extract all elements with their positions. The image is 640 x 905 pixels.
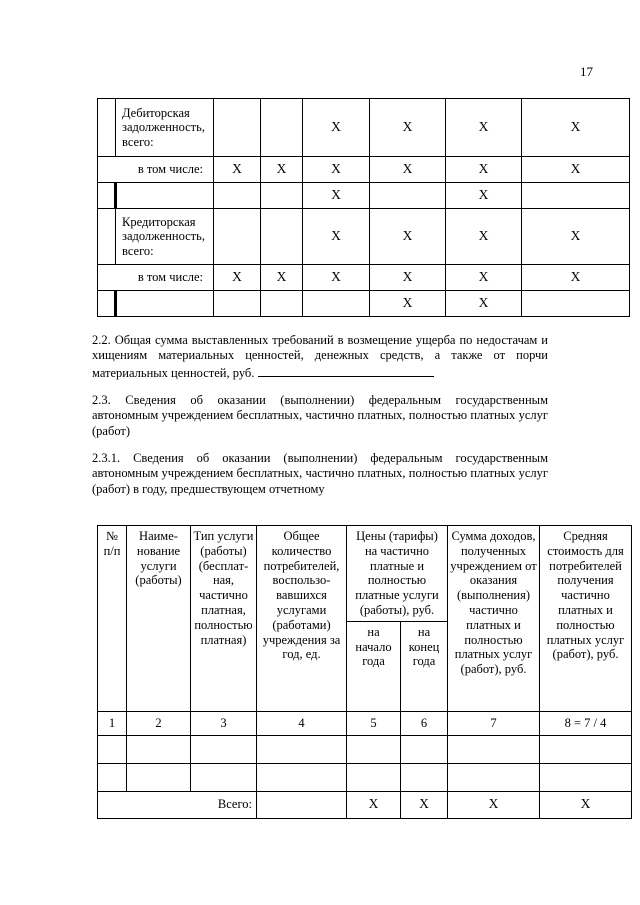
services-table [97, 525, 632, 819]
column-number: 1 [98, 711, 127, 735]
section-2-2 [92, 333, 548, 381]
table-cell: X [303, 157, 370, 183]
column-number: 7 [448, 711, 540, 735]
table-cell [540, 763, 632, 791]
table-cell: X [303, 99, 370, 157]
table-cell [191, 735, 257, 763]
blank-cell [98, 291, 116, 317]
table-cell [127, 763, 191, 791]
table-cell [214, 209, 261, 265]
header-avg-cost: Средняя стоимость для потребителей получения частично платных и полностью платных услуг (работ), руб. [540, 526, 632, 712]
header-service-type: Тип услуги (работы) (бесплат-ная, частично платная, полностью платная) [191, 526, 257, 712]
blank-cell [98, 209, 116, 265]
blank-cell [98, 183, 116, 209]
table-cell [261, 291, 303, 317]
table-row [98, 735, 632, 763]
table-cell: X [370, 157, 446, 183]
row-label [116, 291, 214, 317]
column-number: 8 = 7 / 4 [540, 711, 632, 735]
table-cell: X [303, 209, 370, 265]
table-cell: X [522, 209, 630, 265]
section-2-2-text: 2.2. Общая сумма выставленных требований в возмещение ущерба по недостачам и хищениям материальных ценностей, денежных средств, а также от порчи материальных ценностей, руб. [92, 333, 548, 380]
header-row [98, 526, 632, 622]
header-service-name: Наиме-нование услуги (работы) [127, 526, 191, 712]
table-cell: X [370, 99, 446, 157]
total-row [98, 791, 632, 818]
header-income: Сумма доходов, полученных учреждением от оказания (выполнения) частично платных и полностью платных услуг (работ), руб. [448, 526, 540, 712]
table-cell [127, 735, 191, 763]
table-cell: X [261, 265, 303, 291]
table-cell [261, 99, 303, 157]
row-label: Кредиторская задолженность, всего: [116, 209, 214, 265]
table-row [98, 763, 632, 791]
table-cell: X [446, 291, 522, 317]
table-cell [261, 183, 303, 209]
table-row [98, 209, 630, 265]
page-number: 17 [580, 64, 593, 79]
column-number: 2 [127, 711, 191, 735]
row-label: в том числе: [98, 157, 214, 183]
section-2-3-text: 2.3. Сведения об оказании (выполнении) федеральным государственным автономным учреждением бесплатных, частично платных, полностью платных услуг (работ) [92, 393, 548, 438]
table-cell: X [522, 157, 630, 183]
table-cell [191, 763, 257, 791]
table-cell: X [370, 265, 446, 291]
table-cell: X [446, 265, 522, 291]
table-cell [401, 735, 448, 763]
table-cell: X [522, 265, 630, 291]
table-cell [522, 291, 630, 317]
table-cell: X [303, 265, 370, 291]
table-cell: X [540, 791, 632, 818]
header-price-start: на начало года [347, 621, 401, 711]
row-label [116, 183, 214, 209]
header-consumers: Общее количество потребителей, воспользо-вавшихся услугами (работами) учреждения за год, ед. [257, 526, 347, 712]
table-cell: X [370, 291, 446, 317]
table-cell [261, 209, 303, 265]
table-cell [303, 291, 370, 317]
table-cell: X [446, 157, 522, 183]
table-cell [257, 763, 347, 791]
table-cell: X [214, 265, 261, 291]
header-price-end: на конец года [401, 621, 448, 711]
table-cell: X [446, 209, 522, 265]
table-cell: X [448, 791, 540, 818]
table-cell: X [522, 99, 630, 157]
table-cell: X [214, 157, 261, 183]
table-row [98, 183, 630, 209]
total-label: Всего: [98, 791, 257, 818]
table-cell: X [261, 157, 303, 183]
row-label: Дебиторская задолженность, всего: [116, 99, 214, 157]
column-number: 4 [257, 711, 347, 735]
table-cell [214, 291, 261, 317]
section-2-3-1-text: 2.3.1. Сведения об оказании (выполнении) федеральным государственным автономным учреждением бесплатных, частично платных, полностью платных услуг (работ) в году, предшествующем отчетному [92, 451, 548, 496]
table-cell: X [303, 183, 370, 209]
debt-table [97, 98, 630, 317]
table-cell: X [370, 209, 446, 265]
table-row [98, 265, 630, 291]
table-cell [98, 763, 127, 791]
table-cell: X [401, 791, 448, 818]
table-cell [257, 735, 347, 763]
column-number: 3 [191, 711, 257, 735]
table-cell [370, 183, 446, 209]
column-number: 5 [347, 711, 401, 735]
header-prices: Цены (тарифы) на частично платные и полностью платные услуги (работы), руб. [347, 526, 448, 622]
table-cell [401, 763, 448, 791]
table-cell: X [446, 183, 522, 209]
column-number-row [98, 711, 632, 735]
blank-cell [98, 99, 116, 157]
table-cell [540, 735, 632, 763]
table-cell [347, 763, 401, 791]
table-row [98, 291, 630, 317]
table-cell [257, 791, 347, 818]
header-num: № п/п [98, 526, 127, 712]
column-number: 6 [401, 711, 448, 735]
table-cell [214, 99, 261, 157]
table-cell: X [347, 791, 401, 818]
row-label: в том числе: [98, 265, 214, 291]
table-cell: X [446, 99, 522, 157]
table-cell [522, 183, 630, 209]
table-cell [448, 735, 540, 763]
table-row [98, 157, 630, 183]
table-cell [214, 183, 261, 209]
table-cell [448, 763, 540, 791]
table-row [98, 99, 630, 157]
table-cell [347, 735, 401, 763]
amount-underline [258, 364, 434, 377]
table-cell [98, 735, 127, 763]
